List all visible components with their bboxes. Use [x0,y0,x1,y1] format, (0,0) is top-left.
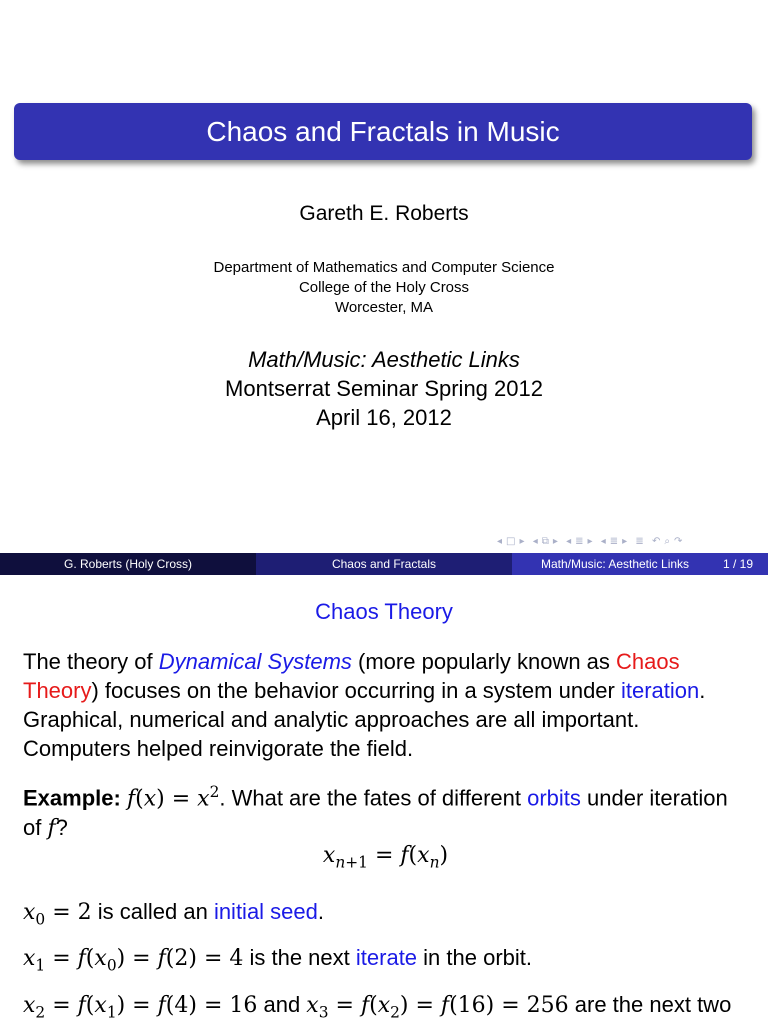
nav-next-section-icon[interactable]: ▸ [622,536,629,547]
event-title: Math/Music: Aesthetic Links [248,347,520,372]
nav-section-icon[interactable]: ≣ [609,536,620,547]
iteration-equation: $x_{n+1} = f(x_n)$ [322,843,449,872]
text-run: (more popularly known as [351,649,617,674]
institution-line: Worcester, MA [334,299,434,316]
text-run: The theory of [23,649,159,674]
footer-short-title: Chaos and Fractals [256,553,512,575]
event-block [0,345,768,432]
nav-slide-icon[interactable]: □ [506,536,517,547]
event-subtitle: Montserrat Seminar Spring 2012 [225,376,543,401]
nav-subsection-icon[interactable]: ≣ [575,536,585,547]
text-run: under iteration of [23,785,728,841]
math-expression: ) = [156,786,198,812]
seed-paragraph: $x_0 = 2$ is called an initial seed. [23,899,325,929]
text-run: is called an [91,899,214,924]
nav-forward-icon[interactable]: ↷ [673,536,684,547]
term-chaos-theory: Chaos Theory [23,649,680,703]
iterate-paragraph: $x_1 = f(x_0) = f(2) = 4$ is the next iterate in the orbit. [23,945,532,975]
text-run: is the next [243,945,356,970]
nav-prev-frame-icon[interactable]: ◂ [532,536,539,547]
slide-footer [0,553,768,575]
nav-next-subsection-icon[interactable]: ▸ [587,536,594,547]
event-date: April 16, 2012 [316,405,452,430]
example-label: Example: [23,785,121,811]
text-run: . Graphical, numerical and analytic approaches are all important. Computers helped reinvigorate the field. [23,678,706,761]
institution-line: College of the Holy Cross [298,279,470,296]
nav-search-icon[interactable]: ⌕ [664,536,671,547]
footer-page-number: 1 / 19 [722,557,754,571]
math-expression: 2 [209,783,220,801]
slide-title: Chaos and Fractals in Music [206,115,560,147]
math-expression: ( [135,786,144,812]
term-iteration: iteration [620,678,700,703]
math-expression: f [126,786,136,812]
next-iterates-paragraph: $x_2 = f(x_1) = f(4) = 16$ and $x_3 = f(x_2) = f(16) = 256$ are the next two [23,992,732,1022]
frame-title: Chaos Theory [315,599,453,624]
math-expression: f [47,816,56,842]
beamer-navigation [497,536,686,547]
footer-right [512,553,768,575]
math-expression: x [197,786,210,812]
term-initial-seed: initial seed [213,899,318,924]
footer-author: G. Roberts (Holy Cross) [0,553,256,575]
text-run: in the orbit. [417,945,532,970]
text-run: and [257,992,307,1017]
text-run: ) focuses on the behavior occurring in a system under [91,678,621,703]
term-iterate: iterate [355,945,418,970]
institution-line: Department of Mathematics and Computer Science [213,259,555,276]
nav-prev-section-icon[interactable]: ◂ [600,536,607,547]
nav-next-slide-icon[interactable]: ▸ [519,536,526,547]
math-expression: x [143,786,157,812]
intro-paragraph [23,647,748,763]
example-paragraph: Example: $f(x) = x^2$. What are the fates of different orbits under iteration of f? [23,783,728,842]
term-dynamical-systems: Dynamical Systems [158,649,352,674]
institution-block [0,258,768,318]
term-orbits: orbits [527,785,581,811]
nav-prev-slide-icon[interactable]: ◂ [497,536,504,547]
nav-back-icon[interactable]: ↶ [651,536,662,547]
footer-subtitle: Math/Music: Aesthetic Links [540,557,690,571]
text-run: are the next two [568,992,732,1017]
nav-frame-icon[interactable]: ⧉ [541,536,550,547]
author-name: Gareth E. Roberts [299,202,469,225]
slide-title-bar [14,103,752,160]
text-run: . What are the fates of different [219,785,528,811]
nav-prev-subsection-icon[interactable]: ◂ [566,536,573,547]
nav-next-frame-icon[interactable]: ▸ [552,536,559,547]
nav-toc-icon[interactable]: ≣ [635,536,645,547]
